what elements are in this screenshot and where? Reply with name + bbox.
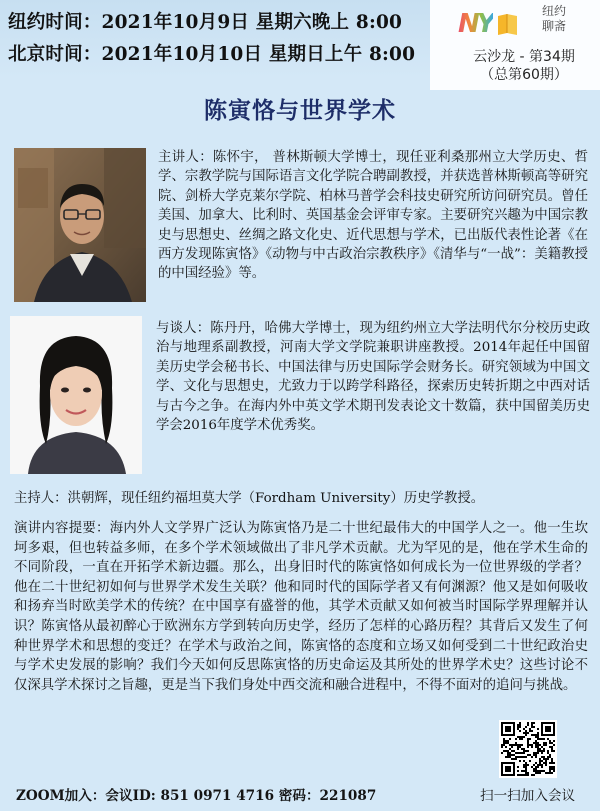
logo — [430, 0, 600, 90]
page-title: 陈寅恪与世界学术 — [204, 97, 396, 124]
logo-brand: 纽约聊斋 — [542, 4, 567, 33]
discussant-photo — [10, 316, 142, 474]
series-line1: 云沙龙 - 第34期 — [473, 49, 575, 65]
discussant-bio: 与谈人：陈丹丹，哈佛大学博士，现为纽约州立大学法明代尔分校历史政治与地理系副教授，河南大学文学院兼职讲座教授。2014年起任中国留美历史学会秘书长、中国法律与历史国际学会财务长。研究领域为中国文学、文化与思想史，尤致力于以跨学科路径，探索历史转折期之中西对话与古今之争。在海内外中英文学术期刊发表论文十数篇，获中国留美历史学会2016年度学术优秀奖。 — [156, 321, 590, 434]
speaker-photo — [14, 148, 146, 302]
series-info — [444, 48, 600, 84]
logo-mark — [458, 6, 554, 42]
series-line2: （总第60期） — [480, 67, 568, 83]
bj-time: 北京时间：2021年10月10日 星期日上午 8:00 — [8, 44, 416, 65]
logo-letters: NY — [458, 9, 493, 39]
book-icon — [495, 11, 521, 37]
lecture-abstract: 演讲内容提要：海内外人文学界广泛认为陈寅恪乃是二十世纪最伟大的中国学人之一。他一生坎坷多艰，但也转益多师，在多个学术领域做出了非凡学术贡献。尤为罕见的是，他在学术生命的不同阶段，一直在开拓学术新边疆。那么，出身旧时代的陈寅恪如何成长为一位世界级的学者？他在二十世纪初如何与世界学术发生关联？他和同时代的国际学者又有何渊源？他又是如何吸收和扬弃当时欧美学术的传统？在中国享有盛誉的他，其学术贡献又如何被当时国际学界理解并认识？陈寅恪从最初醉心于欧洲东方学到转向历史学，经历了怎样的心路历程？其背后又发生了何种世界学术和思想的变迁？在学术与政治之间，陈寅恪的态度和立场又如何受到二十世纪政治史与学术史发展的影响？我们今天如何反思陈寅恪的历史命运及其所处的世界学术史？这些讨论不仅深具学术探讨之旨趣，更是当下我们身处中西交流和融合进程中，不得不面对的追问与挑战。 — [14, 521, 588, 693]
qr-code-icon[interactable] — [499, 720, 557, 778]
zoom-info: ZOOM加入：会议ID: 851 0971 4716 密码：221087 — [16, 788, 377, 804]
ny-time: 纽约时间：2021年10月9日 星期六晚上 8:00 — [8, 12, 403, 33]
host-info: 主持人：洪朝辉，现任纽约福坦莫大学（Fordham University）历史学教授。 — [14, 491, 485, 506]
scan-caption: 扫一扫加入会议 — [480, 788, 576, 804]
speaker-bio: 主讲人：陈怀宇， 普林斯顿大学博士，现任亚利桑那州立大学历史、哲学、宗教学院与国际语言文化学院合聘副教授，并获选普林斯顿高等研究院、剑桥大学克莱尔学院、柏林马普学会科技史研究所访问研究员。曾任美国、加拿大、比利时、英国基金会评审专家。主要研究兴趣为中国宗教史与思想史、丝绸之路文化史、近代思想与学术，已出版代表性论著《在西方发现陈寅恪》《动物与中古政治宗教秩序》《清华与“一战”：美籍教授的中国经验》等。 — [158, 150, 588, 282]
